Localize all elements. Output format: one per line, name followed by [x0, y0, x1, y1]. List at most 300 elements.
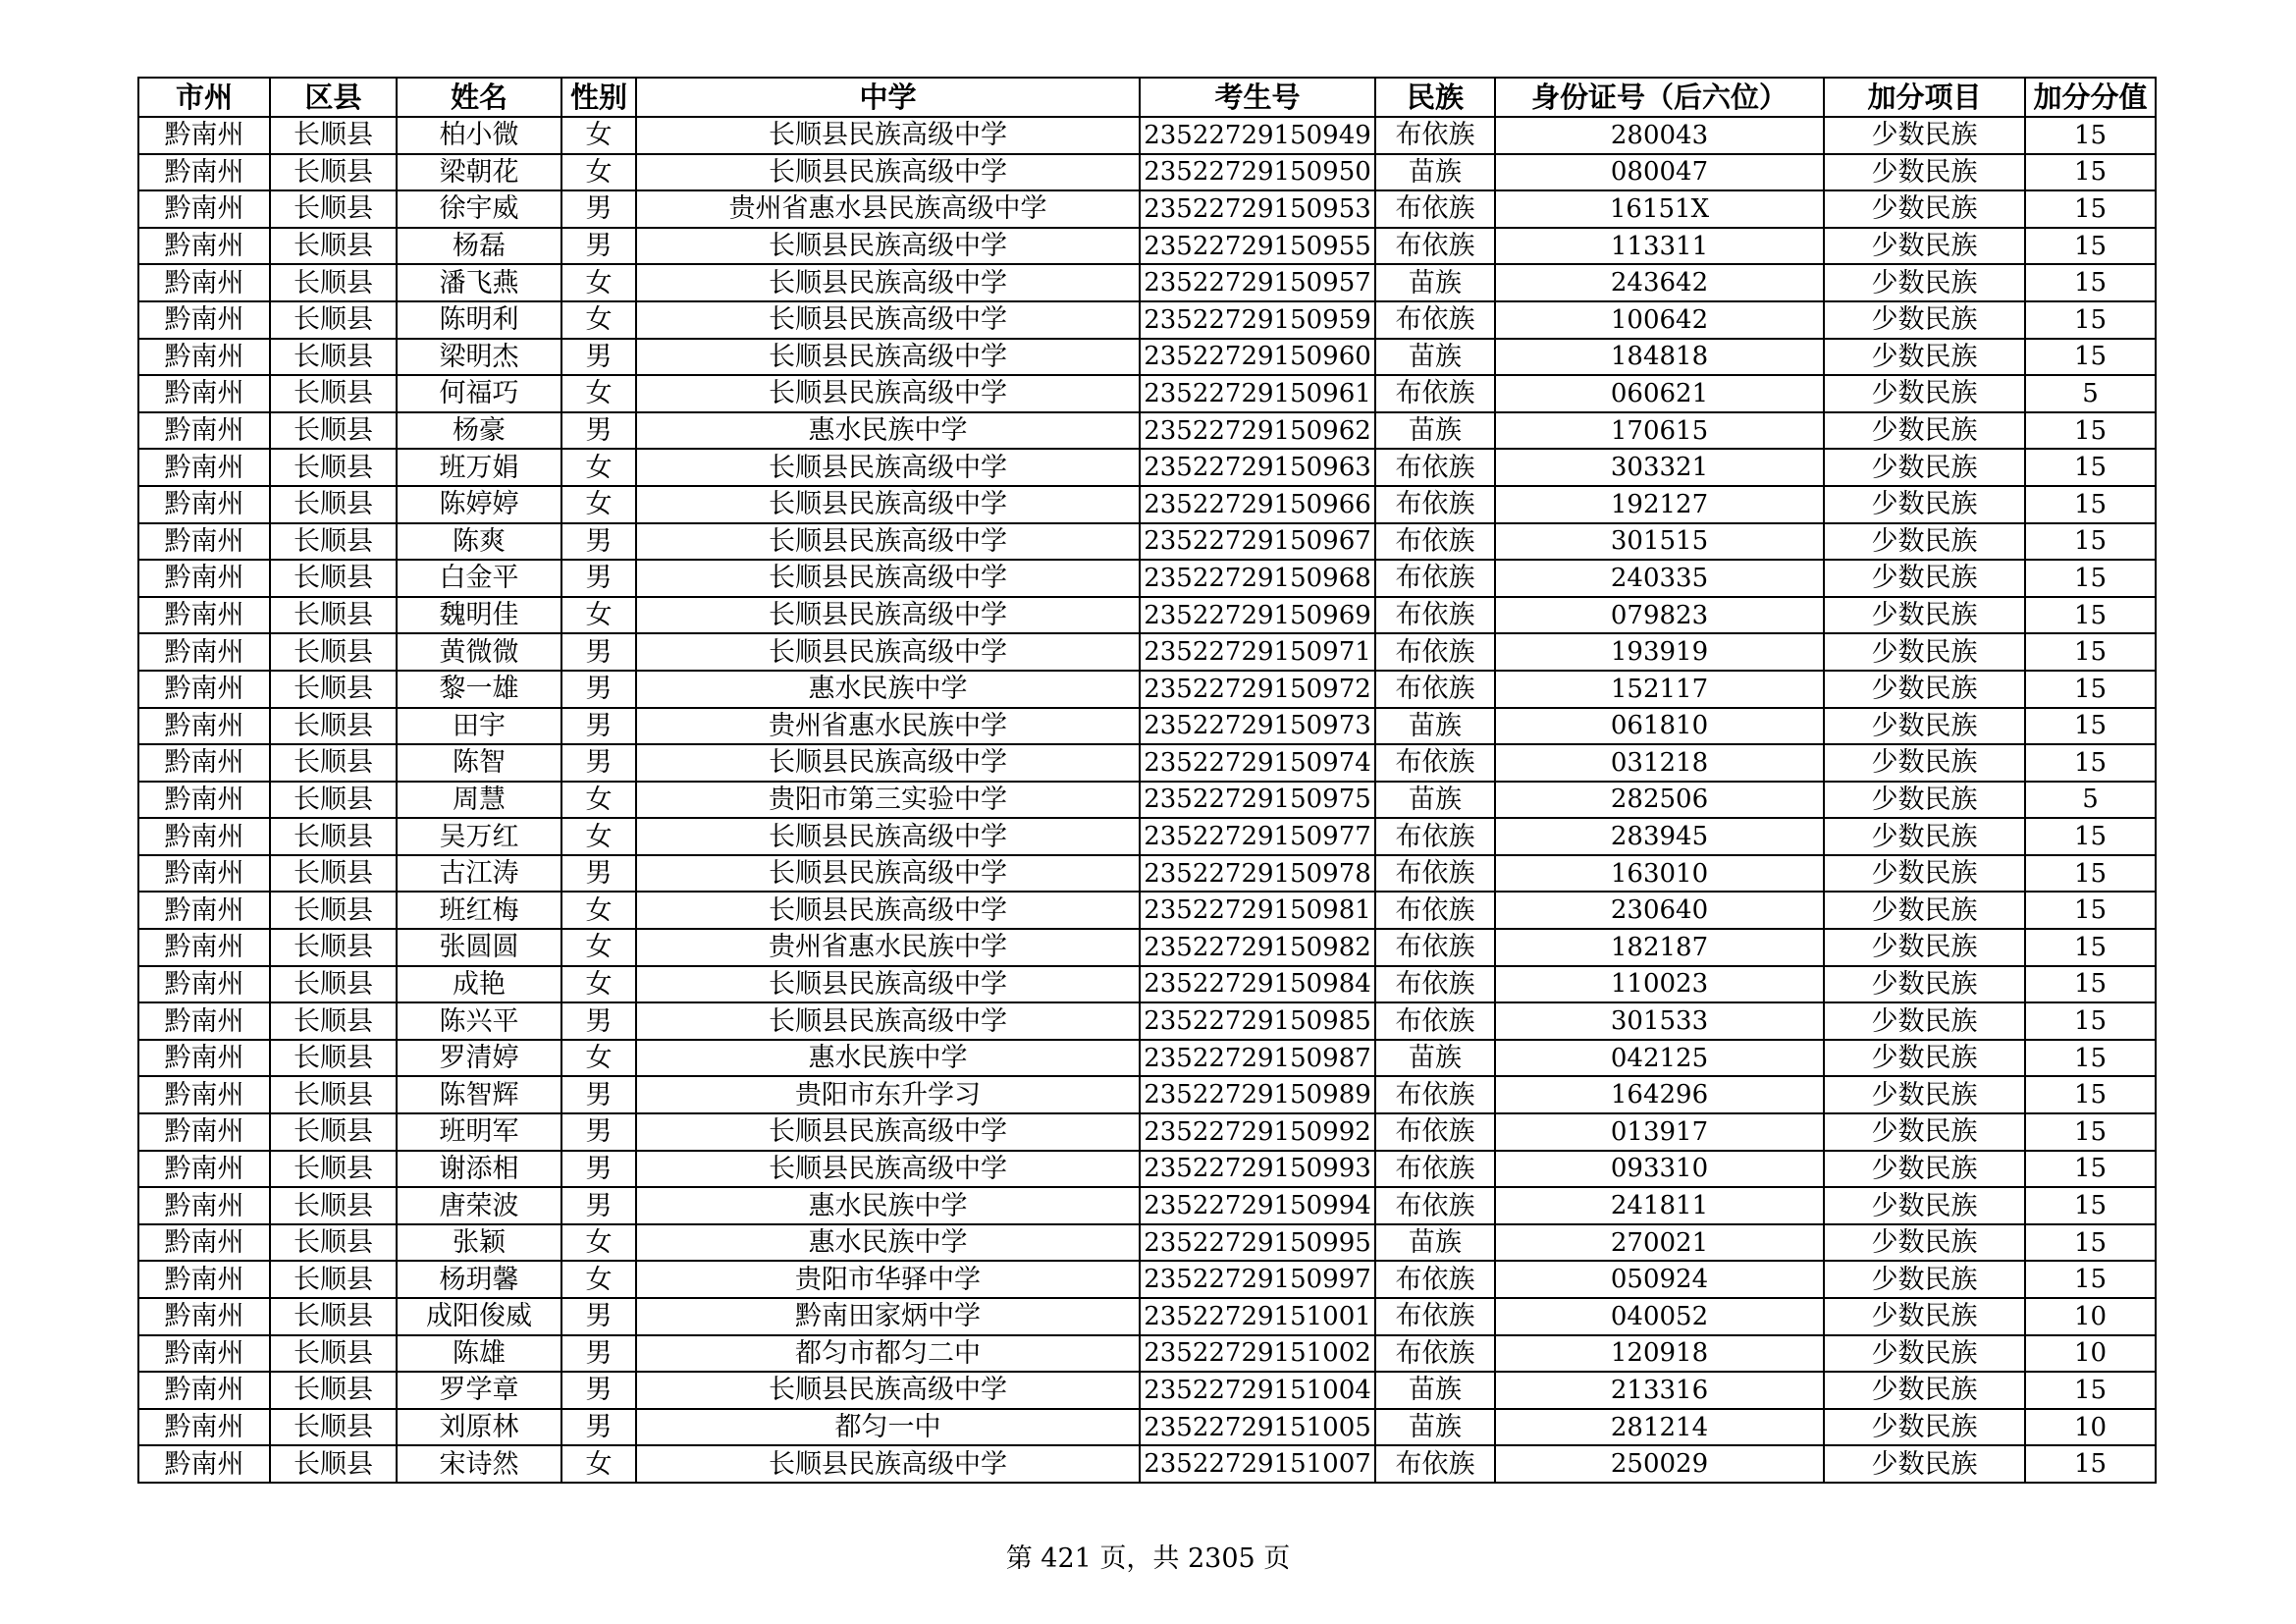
name-cell: 梁明杰	[397, 339, 561, 376]
county-cell: 长顺县	[270, 1076, 397, 1113]
bonus-points-cell: 15	[2025, 892, 2156, 929]
name-cell: 魏明佳	[397, 597, 561, 634]
table-row	[138, 264, 2156, 301]
gender-cell: 男	[561, 560, 636, 597]
city-cell: 黔南州	[138, 1040, 270, 1077]
bonus-points-cell: 5	[2025, 375, 2156, 412]
school-cell: 长顺县民族高级中学	[636, 154, 1140, 191]
school-cell: 长顺县民族高级中学	[636, 1113, 1140, 1151]
city-cell: 黔南州	[138, 486, 270, 523]
page-footer: 第 421 页，共 2305 页	[1005, 1543, 1291, 1574]
ethnicity-cell: 布依族	[1375, 1335, 1495, 1373]
table-row	[138, 1224, 2156, 1262]
school-cell: 长顺县民族高级中学	[636, 264, 1140, 301]
county-cell: 长顺县	[270, 744, 397, 782]
ethnicity-cell: 布依族	[1375, 449, 1495, 486]
ethnicity-cell: 苗族	[1375, 1040, 1495, 1077]
exam-number-cell: 23522729150997	[1140, 1261, 1375, 1298]
school-cell: 长顺县民族高级中学	[636, 1002, 1140, 1040]
city-cell: 黔南州	[138, 1372, 270, 1409]
county-cell: 长顺县	[270, 892, 397, 929]
city-cell: 黔南州	[138, 966, 270, 1003]
table-row	[138, 449, 2156, 486]
gender-cell: 女	[561, 117, 636, 154]
bonus-item-cell: 少数民族	[1824, 1298, 2025, 1335]
id-last-six-cell: 193919	[1495, 633, 1824, 671]
gender-cell: 女	[561, 1261, 636, 1298]
id-last-six-cell: 241811	[1495, 1187, 1824, 1224]
name-cell: 张颖	[397, 1224, 561, 1262]
bonus-item-cell: 少数民族	[1824, 449, 2025, 486]
exam-number-cell: 23522729150982	[1140, 929, 1375, 966]
name-cell: 陈兴平	[397, 1002, 561, 1040]
school-cell: 贵阳市华驿中学	[636, 1261, 1140, 1298]
table-row	[138, 818, 2156, 855]
gender-cell: 男	[561, 339, 636, 376]
school-cell: 长顺县民族高级中学	[636, 339, 1140, 376]
gender-cell: 男	[561, 1298, 636, 1335]
exam-number-cell: 23522729150977	[1140, 818, 1375, 855]
gender-cell: 女	[561, 375, 636, 412]
header-ethnicity: 民族	[1375, 78, 1495, 117]
id-last-six-cell: 170615	[1495, 412, 1824, 450]
bonus-points-cell: 15	[2025, 412, 2156, 450]
table-row	[138, 1151, 2156, 1188]
bonus-item-cell: 少数民族	[1824, 744, 2025, 782]
gender-cell: 男	[561, 412, 636, 450]
ethnicity-cell: 苗族	[1375, 154, 1495, 191]
ethnicity-cell: 布依族	[1375, 1187, 1495, 1224]
school-cell: 长顺县民族高级中学	[636, 117, 1140, 154]
bonus-item-cell: 少数民族	[1824, 1335, 2025, 1373]
bonus-points-cell: 15	[2025, 560, 2156, 597]
city-cell: 黔南州	[138, 412, 270, 450]
gender-cell: 女	[561, 154, 636, 191]
gender-cell: 女	[561, 929, 636, 966]
county-cell: 长顺县	[270, 671, 397, 708]
id-last-six-cell: 182187	[1495, 929, 1824, 966]
exam-number-cell: 23522729150973	[1140, 708, 1375, 745]
city-cell: 黔南州	[138, 375, 270, 412]
county-cell: 长顺县	[270, 117, 397, 154]
exam-number-cell: 23522729150960	[1140, 339, 1375, 376]
header-name: 姓名	[397, 78, 561, 117]
bonus-points-cell: 5	[2025, 782, 2156, 819]
school-cell: 都匀一中	[636, 1409, 1140, 1446]
id-last-six-cell: 031218	[1495, 744, 1824, 782]
bonus-item-cell: 少数民族	[1824, 1187, 2025, 1224]
table-row	[138, 486, 2156, 523]
bonus-item-cell: 少数民族	[1824, 1151, 2025, 1188]
exam-number-cell: 23522729150971	[1140, 633, 1375, 671]
city-cell: 黔南州	[138, 264, 270, 301]
city-cell: 黔南州	[138, 1076, 270, 1113]
table-row	[138, 929, 2156, 966]
bonus-item-cell: 少数民族	[1824, 782, 2025, 819]
name-cell: 班万娟	[397, 449, 561, 486]
table-row	[138, 228, 2156, 265]
county-cell: 长顺县	[270, 412, 397, 450]
school-cell: 贵州省惠水民族中学	[636, 929, 1140, 966]
id-last-six-cell: 250029	[1495, 1445, 1824, 1483]
bonus-points-cell: 15	[2025, 671, 2156, 708]
table-row	[138, 782, 2156, 819]
school-cell: 长顺县民族高级中学	[636, 560, 1140, 597]
bonus-points-cell: 15	[2025, 1445, 2156, 1483]
city-cell: 黔南州	[138, 708, 270, 745]
city-cell: 黔南州	[138, 190, 270, 228]
id-last-six-cell: 050924	[1495, 1261, 1824, 1298]
name-cell: 陈爽	[397, 523, 561, 561]
bonus-points-cell: 15	[2025, 1372, 2156, 1409]
gender-cell: 男	[561, 1002, 636, 1040]
id-last-six-cell: 120918	[1495, 1335, 1824, 1373]
exam-number-cell: 23522729150963	[1140, 449, 1375, 486]
id-last-six-cell: 243642	[1495, 264, 1824, 301]
gender-cell: 女	[561, 818, 636, 855]
gender-cell: 女	[561, 486, 636, 523]
gender-cell: 男	[561, 190, 636, 228]
bonus-points-cell: 15	[2025, 1261, 2156, 1298]
city-cell: 黔南州	[138, 1409, 270, 1446]
bonus-item-cell: 少数民族	[1824, 154, 2025, 191]
id-last-six-cell: 080047	[1495, 154, 1824, 191]
exam-number-cell: 23522729150955	[1140, 228, 1375, 265]
ethnicity-cell: 布依族	[1375, 892, 1495, 929]
name-cell: 宋诗然	[397, 1445, 561, 1483]
id-last-six-cell: 240335	[1495, 560, 1824, 597]
bonus-item-cell: 少数民族	[1824, 818, 2025, 855]
header-bonus-points: 加分分值	[2025, 78, 2156, 117]
bonus-item-cell: 少数民族	[1824, 117, 2025, 154]
city-cell: 黔南州	[138, 929, 270, 966]
school-cell: 长顺县民族高级中学	[636, 633, 1140, 671]
city-cell: 黔南州	[138, 449, 270, 486]
bonus-points-cell: 15	[2025, 929, 2156, 966]
county-cell: 长顺县	[270, 1261, 397, 1298]
bonus-points-cell: 15	[2025, 228, 2156, 265]
county-cell: 长顺县	[270, 154, 397, 191]
exam-number-cell: 23522729150984	[1140, 966, 1375, 1003]
exam-number-cell: 23522729150966	[1140, 486, 1375, 523]
school-cell: 惠水民族中学	[636, 1224, 1140, 1262]
gender-cell: 男	[561, 523, 636, 561]
bonus-item-cell: 少数民族	[1824, 264, 2025, 301]
ethnicity-cell: 布依族	[1375, 633, 1495, 671]
table-row	[138, 633, 2156, 671]
county-cell: 长顺县	[270, 449, 397, 486]
county-cell: 长顺县	[270, 190, 397, 228]
school-cell: 长顺县民族高级中学	[636, 1445, 1140, 1483]
school-cell: 长顺县民族高级中学	[636, 228, 1140, 265]
city-cell: 黔南州	[138, 301, 270, 339]
bonus-points-cell: 15	[2025, 633, 2156, 671]
header-exam-number: 考生号	[1140, 78, 1375, 117]
name-cell: 陈婷婷	[397, 486, 561, 523]
ethnicity-cell: 布依族	[1375, 1002, 1495, 1040]
city-cell: 黔南州	[138, 523, 270, 561]
id-last-six-cell: 163010	[1495, 855, 1824, 893]
city-cell: 黔南州	[138, 1151, 270, 1188]
bonus-item-cell: 少数民族	[1824, 412, 2025, 450]
school-cell: 长顺县民族高级中学	[636, 744, 1140, 782]
bonus-points-cell: 15	[2025, 855, 2156, 893]
table-row	[138, 301, 2156, 339]
name-cell: 田宇	[397, 708, 561, 745]
name-cell: 陈明利	[397, 301, 561, 339]
table-row	[138, 966, 2156, 1003]
city-cell: 黔南州	[138, 892, 270, 929]
ethnicity-cell: 布依族	[1375, 855, 1495, 893]
gender-cell: 男	[561, 1076, 636, 1113]
gender-cell: 女	[561, 597, 636, 634]
id-last-six-cell: 079823	[1495, 597, 1824, 634]
bonus-points-cell: 15	[2025, 190, 2156, 228]
table-row	[138, 523, 2156, 561]
name-cell: 陈智辉	[397, 1076, 561, 1113]
id-last-six-cell: 283945	[1495, 818, 1824, 855]
school-cell: 黔南田家炳中学	[636, 1298, 1140, 1335]
name-cell: 班明军	[397, 1113, 561, 1151]
school-cell: 长顺县民族高级中学	[636, 818, 1140, 855]
name-cell: 柏小微	[397, 117, 561, 154]
table-row	[138, 1187, 2156, 1224]
bonus-item-cell: 少数民族	[1824, 486, 2025, 523]
exam-number-cell: 23522729150994	[1140, 1187, 1375, 1224]
school-cell: 贵阳市第三实验中学	[636, 782, 1140, 819]
name-cell: 杨玥馨	[397, 1261, 561, 1298]
school-cell: 长顺县民族高级中学	[636, 855, 1140, 893]
id-last-six-cell: 303321	[1495, 449, 1824, 486]
bonus-points-cell: 15	[2025, 1002, 2156, 1040]
name-cell: 成阳俊威	[397, 1298, 561, 1335]
id-last-six-cell: 192127	[1495, 486, 1824, 523]
bonus-item-cell: 少数民族	[1824, 1040, 2025, 1077]
id-last-six-cell: 040052	[1495, 1298, 1824, 1335]
exam-number-cell: 23522729150993	[1140, 1151, 1375, 1188]
bonus-item-cell: 少数民族	[1824, 375, 2025, 412]
ethnicity-cell: 布依族	[1375, 190, 1495, 228]
table-row	[138, 671, 2156, 708]
id-last-six-cell: 113311	[1495, 228, 1824, 265]
name-cell: 徐宇威	[397, 190, 561, 228]
gender-cell: 女	[561, 892, 636, 929]
exam-number-cell: 23522729151002	[1140, 1335, 1375, 1373]
bonus-points-cell: 15	[2025, 1187, 2156, 1224]
exam-number-cell: 23522729150995	[1140, 1224, 1375, 1262]
ethnicity-cell: 布依族	[1375, 1261, 1495, 1298]
bonus-points-cell: 15	[2025, 597, 2156, 634]
bonus-points-cell: 15	[2025, 523, 2156, 561]
table-row	[138, 154, 2156, 191]
name-cell: 陈智	[397, 744, 561, 782]
school-cell: 长顺县民族高级中学	[636, 1372, 1140, 1409]
exam-number-cell: 23522729150978	[1140, 855, 1375, 893]
county-cell: 长顺县	[270, 1372, 397, 1409]
table-row	[138, 412, 2156, 450]
gender-cell: 女	[561, 264, 636, 301]
bonus-points-cell: 15	[2025, 1076, 2156, 1113]
county-cell: 长顺县	[270, 560, 397, 597]
bonus-item-cell: 少数民族	[1824, 929, 2025, 966]
table-row	[138, 560, 2156, 597]
county-cell: 长顺县	[270, 1409, 397, 1446]
bonus-points-cell: 15	[2025, 154, 2156, 191]
header-gender: 性别	[561, 78, 636, 117]
bonus-points-cell: 10	[2025, 1335, 2156, 1373]
name-cell: 罗学章	[397, 1372, 561, 1409]
bonus-points-cell: 15	[2025, 486, 2156, 523]
table-row	[138, 117, 2156, 154]
gender-cell: 女	[561, 1224, 636, 1262]
id-last-six-cell: 042125	[1495, 1040, 1824, 1077]
bonus-item-cell: 少数民族	[1824, 1113, 2025, 1151]
gender-cell: 男	[561, 1409, 636, 1446]
ethnicity-cell: 布依族	[1375, 597, 1495, 634]
ethnicity-cell: 苗族	[1375, 1409, 1495, 1446]
bonus-item-cell: 少数民族	[1824, 892, 2025, 929]
table-row	[138, 339, 2156, 376]
school-cell: 长顺县民族高级中学	[636, 449, 1140, 486]
school-cell: 贵州省惠水民族中学	[636, 708, 1140, 745]
id-last-six-cell: 270021	[1495, 1224, 1824, 1262]
gender-cell: 女	[561, 782, 636, 819]
bonus-item-cell: 少数民族	[1824, 633, 2025, 671]
county-cell: 长顺县	[270, 633, 397, 671]
ethnicity-cell: 布依族	[1375, 523, 1495, 561]
ethnicity-cell: 苗族	[1375, 708, 1495, 745]
table-row	[138, 1409, 2156, 1446]
gender-cell: 男	[561, 1372, 636, 1409]
bonus-item-cell: 少数民族	[1824, 301, 2025, 339]
city-cell: 黔南州	[138, 1298, 270, 1335]
school-cell: 长顺县民族高级中学	[636, 375, 1140, 412]
exam-number-cell: 23522729150967	[1140, 523, 1375, 561]
exam-number-cell: 23522729150972	[1140, 671, 1375, 708]
exam-number-cell: 23522729151005	[1140, 1409, 1375, 1446]
bonus-points-cell: 15	[2025, 117, 2156, 154]
ethnicity-cell: 布依族	[1375, 228, 1495, 265]
school-cell: 贵阳市东升学习	[636, 1076, 1140, 1113]
bonus-points-cell: 15	[2025, 1113, 2156, 1151]
school-cell: 长顺县民族高级中学	[636, 1151, 1140, 1188]
city-cell: 黔南州	[138, 1445, 270, 1483]
table-row	[138, 1372, 2156, 1409]
bonus-item-cell: 少数民族	[1824, 708, 2025, 745]
county-cell: 长顺县	[270, 782, 397, 819]
bonus-item-cell: 少数民族	[1824, 966, 2025, 1003]
id-last-six-cell: 100642	[1495, 301, 1824, 339]
exam-number-cell: 23522729150950	[1140, 154, 1375, 191]
id-last-six-cell: 060621	[1495, 375, 1824, 412]
school-cell: 惠水民族中学	[636, 1040, 1140, 1077]
gender-cell: 女	[561, 301, 636, 339]
name-cell: 白金平	[397, 560, 561, 597]
bonus-points-cell: 15	[2025, 301, 2156, 339]
ethnicity-cell: 苗族	[1375, 782, 1495, 819]
ethnicity-cell: 布依族	[1375, 929, 1495, 966]
city-cell: 黔南州	[138, 782, 270, 819]
name-cell: 周慧	[397, 782, 561, 819]
county-cell: 长顺县	[270, 1298, 397, 1335]
gender-cell: 男	[561, 744, 636, 782]
school-cell: 惠水民族中学	[636, 1187, 1140, 1224]
name-cell: 谢添相	[397, 1151, 561, 1188]
ethnicity-cell: 布依族	[1375, 301, 1495, 339]
county-cell: 长顺县	[270, 1151, 397, 1188]
name-cell: 吴万红	[397, 818, 561, 855]
city-cell: 黔南州	[138, 671, 270, 708]
ethnicity-cell: 苗族	[1375, 412, 1495, 450]
county-cell: 长顺县	[270, 1445, 397, 1483]
school-cell: 长顺县民族高级中学	[636, 597, 1140, 634]
id-last-six-cell: 164296	[1495, 1076, 1824, 1113]
bonus-item-cell: 少数民族	[1824, 228, 2025, 265]
bonus-points-cell: 15	[2025, 1151, 2156, 1188]
header-county: 区县	[270, 78, 397, 117]
gender-cell: 男	[561, 671, 636, 708]
exam-number-cell: 23522729151001	[1140, 1298, 1375, 1335]
school-cell: 长顺县民族高级中学	[636, 523, 1140, 561]
county-cell: 长顺县	[270, 301, 397, 339]
exam-number-cell: 23522729151004	[1140, 1372, 1375, 1409]
ethnicity-cell: 布依族	[1375, 1298, 1495, 1335]
ethnicity-cell: 布依族	[1375, 117, 1495, 154]
exam-number-cell: 23522729150961	[1140, 375, 1375, 412]
city-cell: 黔南州	[138, 560, 270, 597]
bonus-points-cell: 15	[2025, 449, 2156, 486]
city-cell: 黔南州	[138, 339, 270, 376]
bonus-points-cell: 15	[2025, 1224, 2156, 1262]
id-last-six-cell: 301533	[1495, 1002, 1824, 1040]
exam-number-cell: 23522729151007	[1140, 1445, 1375, 1483]
gender-cell: 男	[561, 708, 636, 745]
bonus-item-cell: 少数民族	[1824, 560, 2025, 597]
id-last-six-cell: 280043	[1495, 117, 1824, 154]
county-cell: 长顺县	[270, 818, 397, 855]
ethnicity-cell: 布依族	[1375, 1445, 1495, 1483]
id-last-six-cell: 110023	[1495, 966, 1824, 1003]
ethnicity-cell: 布依族	[1375, 966, 1495, 1003]
gender-cell: 女	[561, 449, 636, 486]
city-cell: 黔南州	[138, 597, 270, 634]
county-cell: 长顺县	[270, 523, 397, 561]
table-row	[138, 708, 2156, 745]
county-cell: 长顺县	[270, 486, 397, 523]
table-row	[138, 855, 2156, 893]
bonus-points-cell: 10	[2025, 1409, 2156, 1446]
header-city: 市州	[138, 78, 270, 117]
city-cell: 黔南州	[138, 1002, 270, 1040]
ethnicity-cell: 布依族	[1375, 375, 1495, 412]
id-last-six-cell: 093310	[1495, 1151, 1824, 1188]
ethnicity-cell: 布依族	[1375, 671, 1495, 708]
bonus-points-cell: 15	[2025, 818, 2156, 855]
city-cell: 黔南州	[138, 744, 270, 782]
bonus-item-cell: 少数民族	[1824, 855, 2025, 893]
county-cell: 长顺县	[270, 966, 397, 1003]
city-cell: 黔南州	[138, 1224, 270, 1262]
exam-number-cell: 23522729150987	[1140, 1040, 1375, 1077]
table-row	[138, 597, 2156, 634]
county-cell: 长顺县	[270, 1040, 397, 1077]
header-row	[138, 78, 2156, 117]
name-cell: 黎一雄	[397, 671, 561, 708]
ethnicity-cell: 布依族	[1375, 818, 1495, 855]
gender-cell: 男	[561, 1335, 636, 1373]
bonus-points-cell: 15	[2025, 1040, 2156, 1077]
exam-number-cell: 23522729150959	[1140, 301, 1375, 339]
